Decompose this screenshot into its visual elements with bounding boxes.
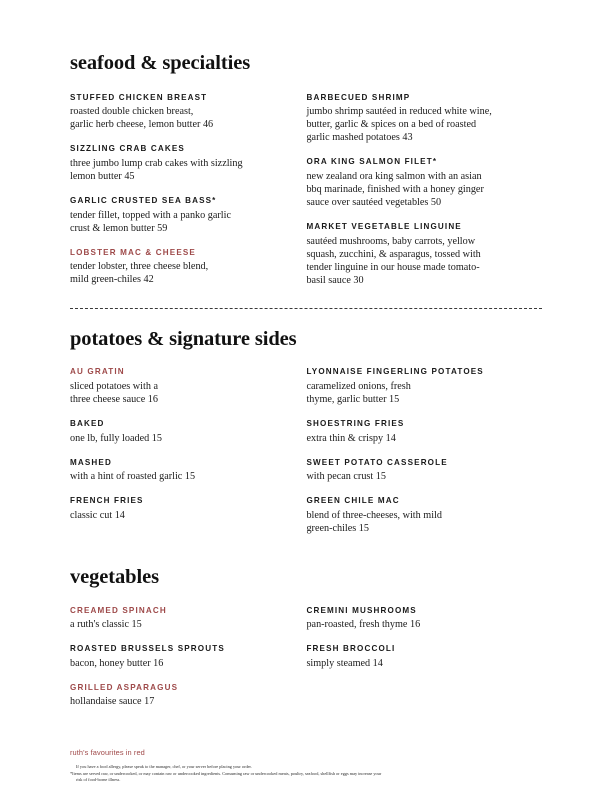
menu-item[interactable] [70,496,294,522]
menu-item-name: STUFFED CHICKEN BREAST [70,92,208,102]
menu-item-name: SIZZLING CRAB CAKES [70,144,185,154]
menu-item-name: FRENCH FRIES [70,496,144,506]
section-title: potatoes & signature sides [70,327,297,350]
menu-item-name: SWEET POTATO CASSEROLE [306,457,448,467]
menu-item-name: ROASTED BRUSSELS SPROUTS [70,644,225,654]
menu-item-description: blend of three-cheeses, with mild green-chiles 15 [306,509,442,534]
menu-item-name: CREAMED SPINACH [70,605,167,615]
menu-item-description: hollandaise sauce 17 [70,696,155,708]
menu-item-name: LOBSTER MAC & CHEESE [70,247,196,257]
menu-item-name: MARKET VEGETABLE LINGUINE [306,222,462,231]
menu-item-description: pan-roasted, fresh thyme 16 [306,619,421,631]
menu-item-name: GRILLED ASPARAGUS [70,682,179,692]
section-title: vegetables [70,566,159,589]
menu-item[interactable] [70,248,294,287]
section-potatoes [70,309,542,535]
menu-item-description: one lb, fully loaded 15 [70,432,162,444]
menu-item-description: simply steamed 14 [306,657,383,669]
menu-item[interactable] [70,367,294,406]
section-columns [70,93,542,287]
menu-item-description: a ruth's classic 15 [70,619,142,631]
menu-item-name: FRESH BROCCOLI [306,644,396,654]
menu-item-description: jumbo shrimp sautéed in reduced white wine, butter, garlic & spices on a bed of roasted garlic mashed potatoes 43 [306,106,492,144]
menu-item[interactable] [70,419,294,445]
menu-item[interactable] [70,458,294,484]
allergy-notice: If you have a food allergy, please speak to the manager, chef, or your server before placing your order. [76,764,252,770]
menu-item[interactable] [306,367,542,406]
menu-item-description: bacon, honey butter 16 [70,657,164,669]
column-right [306,367,542,535]
menu-item[interactable] [306,496,542,535]
section-columns [70,367,542,535]
column-right [306,606,542,670]
menu-item[interactable] [70,93,294,132]
menu-item[interactable] [70,144,294,183]
favourites-legend: ruth's favourites in red [70,748,145,758]
menu-item[interactable] [306,222,542,287]
menu-item-name: BAKED [70,419,105,428]
section-vegetables [70,535,542,708]
menu-item-description: with a hint of roasted garlic 15 [70,471,196,483]
menu-item-description: tender fillet, topped with a panko garlic crust & lemon butter 59 [70,209,231,234]
footer [70,748,572,784]
menu-item-name: GREEN CHILE MAC [306,496,400,506]
menu-item-name: CREMINI MUSHROOMS [306,605,417,615]
section-columns [70,606,542,709]
section-seafood [70,0,542,287]
undercooked-notice-cont: risk of food-borne illness. [76,777,121,783]
menu-item-description: extra thin & crispy 14 [306,432,396,444]
legal-disclaimer [70,764,572,784]
menu-item-description: sliced potatoes with a three cheese sauce 16 [70,380,158,405]
menu-item[interactable] [306,644,542,670]
column-left [70,606,306,709]
menu-item[interactable] [306,93,542,145]
column-left [70,367,306,522]
menu-item-description: tender lobster, three cheese blend, mild green-chiles 42 [70,261,209,286]
menu-item-name: BARBECUED SHRIMP [306,92,411,102]
column-left [70,93,306,287]
menu-item-description: caramelized onions, fresh thyme, garlic butter 15 [306,380,411,405]
menu-item[interactable] [70,644,294,670]
menu-item-description: sautéed mushrooms, baby carrots, yellow squash, zucchini, & asparagus, tossed with tender linguine in our house made tomato- basil sauce 30 [306,235,481,286]
menu-item-name: ORA KING SALMON FILET* [306,157,438,167]
menu-item-name: MASHED [70,457,112,467]
menu-item-name: GARLIC CRUSTED SEA BASS* [70,195,217,205]
menu-item-description: with pecan crust 15 [306,471,386,483]
menu-item-name: AU GRATIN [70,367,125,377]
menu-item-description: three jumbo lump crab cakes with sizzling lemon butter 45 [70,157,243,182]
menu-item-description: new zealand ora king salmon with an asian bbq marinade, finished with a honey ginger sauce over sautéed vegetables 50 [306,170,484,208]
undercooked-notice: *Items are served raw, or undercooked, or may contain raw or undercooked ingredients. Consuming raw or undercooked meats, poultry, seafood, shellfish or eggs may increase your [70,770,382,776]
section-title: seafood & specialties [70,52,251,74]
menu-item-name: LYONNAISE FINGERLING POTATOES [306,367,484,377]
menu-item[interactable] [70,196,294,235]
menu-item-description: classic cut 14 [70,509,125,521]
menu-item[interactable] [306,458,542,484]
menu-item[interactable] [306,157,542,209]
menu-item[interactable] [306,419,542,445]
menu-item[interactable] [70,606,294,632]
menu-item[interactable] [306,606,542,632]
menu-item-name: SHOESTRING FRIES [306,419,405,428]
column-right [306,93,542,287]
menu-item[interactable] [70,683,294,709]
menu-item-description: roasted double chicken breast, garlic herb cheese, lemon butter 46 [70,106,214,131]
